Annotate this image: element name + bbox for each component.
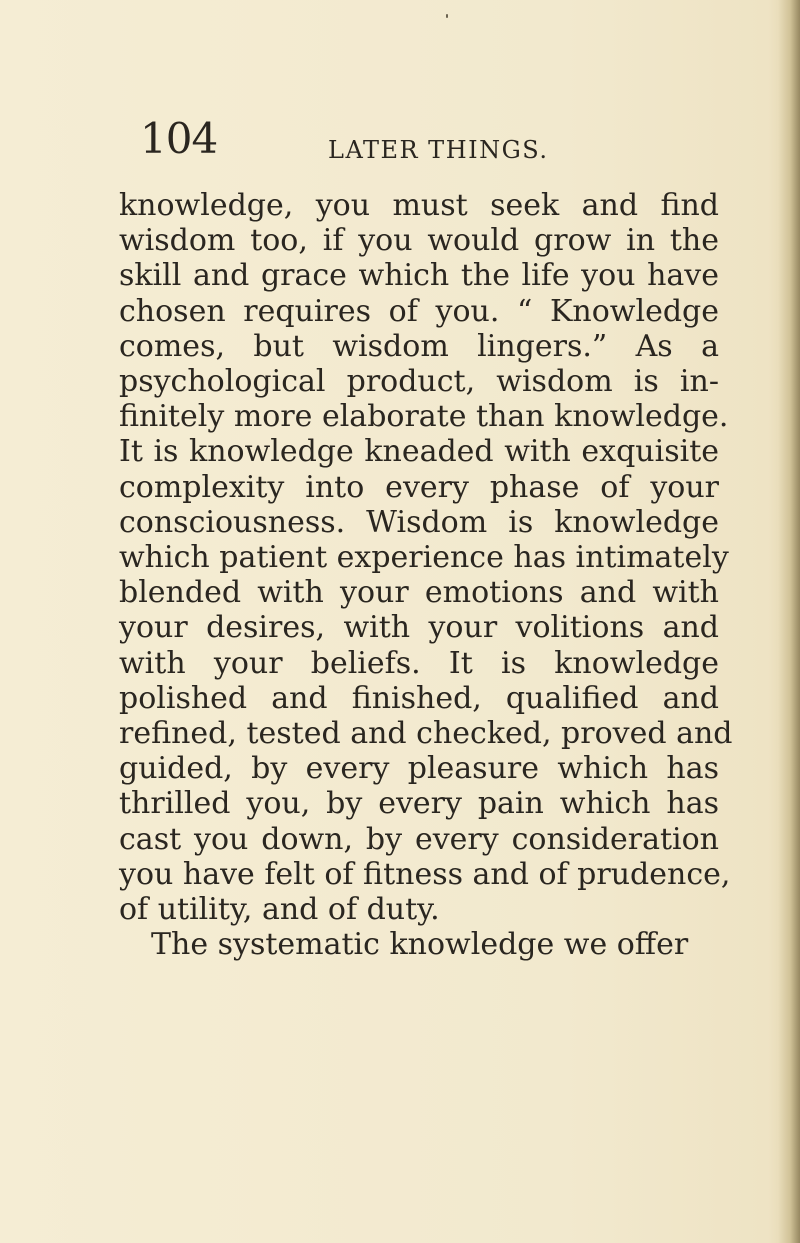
print-speck	[446, 14, 448, 18]
text-line: knowledge, you must seek and find	[119, 188, 719, 223]
page-number: 104	[140, 114, 218, 163]
text-line: comes, but wisdom lingers.” As a	[119, 328, 719, 364]
text-line: you have felt of fitness and of prudence,	[119, 856, 731, 892]
text-line: psychological product, wisdom is in-	[119, 364, 719, 400]
text-line: with your beliefs. It is knowledge	[119, 645, 719, 681]
text-line: refined, tested and checked, proved and	[119, 716, 733, 752]
text-line: blended with your emotions and with	[119, 575, 719, 611]
paragraph-start-line: The systematic knowledge we offer	[151, 927, 689, 963]
text-line: cast you down, by every consideration	[119, 821, 719, 857]
text-line: wisdom too, if you would grow in the	[119, 223, 719, 259]
text-line: of utility, and of duty.	[119, 892, 440, 928]
text-line: It is knowledge kneaded with exquisite	[119, 434, 719, 470]
text-line: thrilled you, by every pain which has	[119, 786, 719, 822]
text-line: skill and grace which the life you have	[119, 258, 719, 294]
text-line: finitely more elaborate than knowledge.	[119, 399, 729, 435]
text-line: which patient experience has intimately	[119, 540, 729, 576]
text-line: guided, by every pleasure which has	[119, 751, 719, 787]
text-line: chosen requires of you. “ Knowledge	[119, 293, 719, 329]
text-line: your desires, with your volitions and	[119, 610, 719, 646]
text-line: complexity into every phase of your	[119, 469, 719, 505]
body-text	[119, 188, 733, 963]
running-head: LATER THINGS.	[328, 136, 549, 164]
text-line: consciousness. Wisdom is knowledge	[119, 504, 719, 540]
text-line: polished and finished, qualified and	[119, 680, 719, 716]
page-edge-shadow	[778, 0, 800, 1243]
